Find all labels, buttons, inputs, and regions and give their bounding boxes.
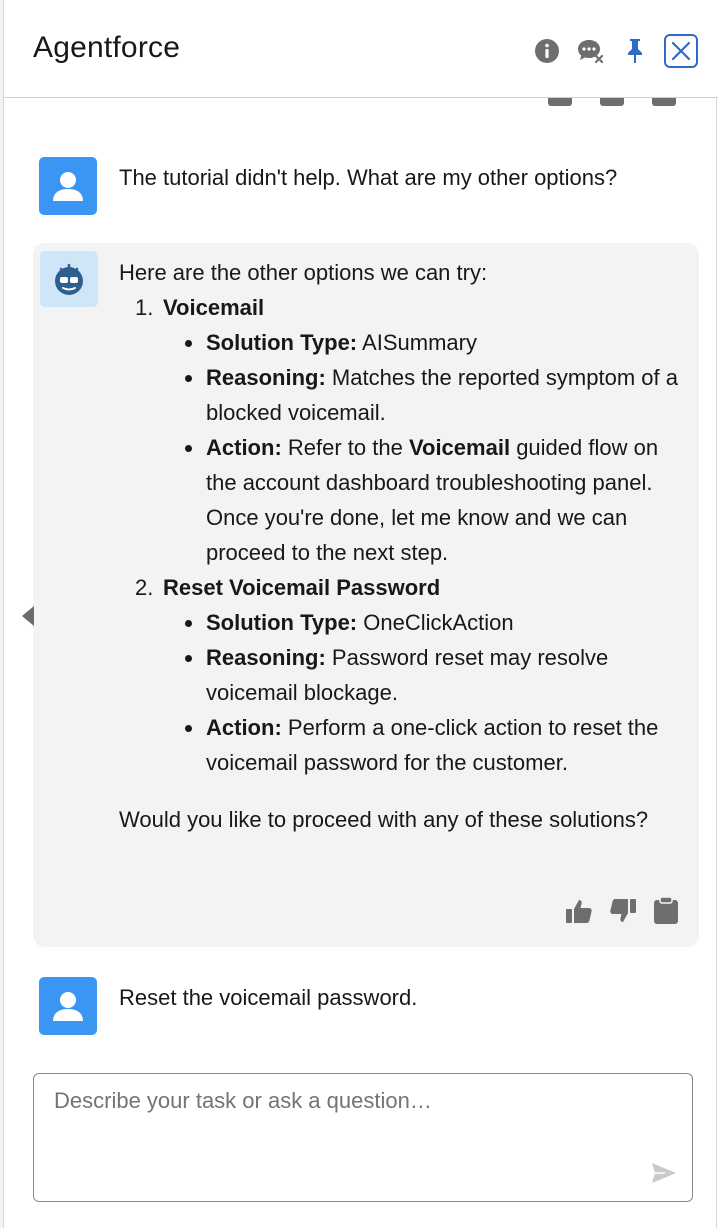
detail-text: AISummary <box>362 330 477 355</box>
detail-item <box>185 325 689 360</box>
agent-response-content <box>119 255 689 837</box>
thumbs-up-icon[interactable] <box>565 898 593 924</box>
close-icon <box>670 40 692 62</box>
detail-text: guided flow on the account dashboard troubleshooting panel. Once you're done, let me know and we can proceed to the next step. <box>206 435 659 565</box>
user-message-text: The tutorial didn't help. What are my other options? <box>119 165 618 190</box>
detail-label: Reasoning: <box>206 645 326 670</box>
detail-label: Action: <box>206 435 282 460</box>
option-number: 1. <box>135 295 154 320</box>
close-button[interactable] <box>664 34 698 68</box>
options-list <box>119 290 689 780</box>
response-closing: Would you like to proceed with any of these solutions? <box>119 807 649 832</box>
info-icon[interactable] <box>532 34 562 68</box>
panel-title: Agentforce <box>33 31 181 64</box>
detail-label: Solution Type: <box>206 330 358 355</box>
option-item <box>119 290 689 570</box>
user-avatar <box>39 977 97 1035</box>
detail-bold-word: Voicemail <box>408 435 511 460</box>
collapse-caret-icon[interactable] <box>22 606 34 626</box>
option-title: Reset Voicemail Password <box>163 575 441 600</box>
previous-message-actions <box>548 98 676 106</box>
clipboard-icon[interactable] <box>652 98 676 106</box>
send-button[interactable] <box>650 1159 678 1187</box>
user-message-text: Reset the voicemail password. <box>119 985 418 1010</box>
message-input[interactable] <box>54 1086 654 1176</box>
agent-avatar <box>40 251 98 307</box>
detail-text: Matches the reported symptom of a blocked voicemail. <box>206 365 678 425</box>
detail-item <box>185 605 689 640</box>
user-avatar <box>39 157 97 215</box>
user-message <box>39 157 699 217</box>
detail-label: Solution Type: <box>206 610 358 635</box>
detail-text: Perform a one-click action to reset the voicemail password for the customer. <box>206 715 659 775</box>
user-message <box>39 977 699 1037</box>
option-number: 2. <box>135 575 154 600</box>
agent-response <box>33 243 699 947</box>
detail-text: OneClickAction <box>363 610 514 635</box>
chat-clear-icon[interactable] <box>576 34 606 68</box>
response-actions <box>565 897 679 925</box>
detail-item <box>185 710 689 780</box>
detail-item <box>185 640 689 710</box>
option-item <box>119 570 689 780</box>
thumbs-down-icon[interactable] <box>600 98 624 106</box>
detail-item <box>185 430 689 570</box>
clipboard-icon[interactable] <box>653 897 679 925</box>
agent-bot-icon <box>50 260 88 298</box>
detail-item <box>185 360 689 430</box>
option-details <box>119 605 689 780</box>
detail-text: Password reset may resolve voicemail blockage. <box>206 645 609 705</box>
option-title: Voicemail <box>163 295 265 320</box>
user-icon <box>50 988 86 1024</box>
send-icon <box>651 1162 677 1184</box>
option-details <box>119 325 689 570</box>
response-intro: Here are the other options we can try: <box>119 260 488 285</box>
detail-text: Refer to the <box>287 435 403 460</box>
panel-header <box>4 0 718 98</box>
agentforce-panel <box>3 0 717 1228</box>
user-icon <box>50 168 86 204</box>
message-composer <box>33 1073 693 1202</box>
detail-label: Reasoning: <box>206 365 326 390</box>
thumbs-down-icon[interactable] <box>609 898 637 924</box>
thumbs-up-icon[interactable] <box>548 98 572 106</box>
detail-label: Action: <box>206 715 282 740</box>
header-actions <box>532 34 698 68</box>
pin-icon[interactable] <box>620 34 650 68</box>
